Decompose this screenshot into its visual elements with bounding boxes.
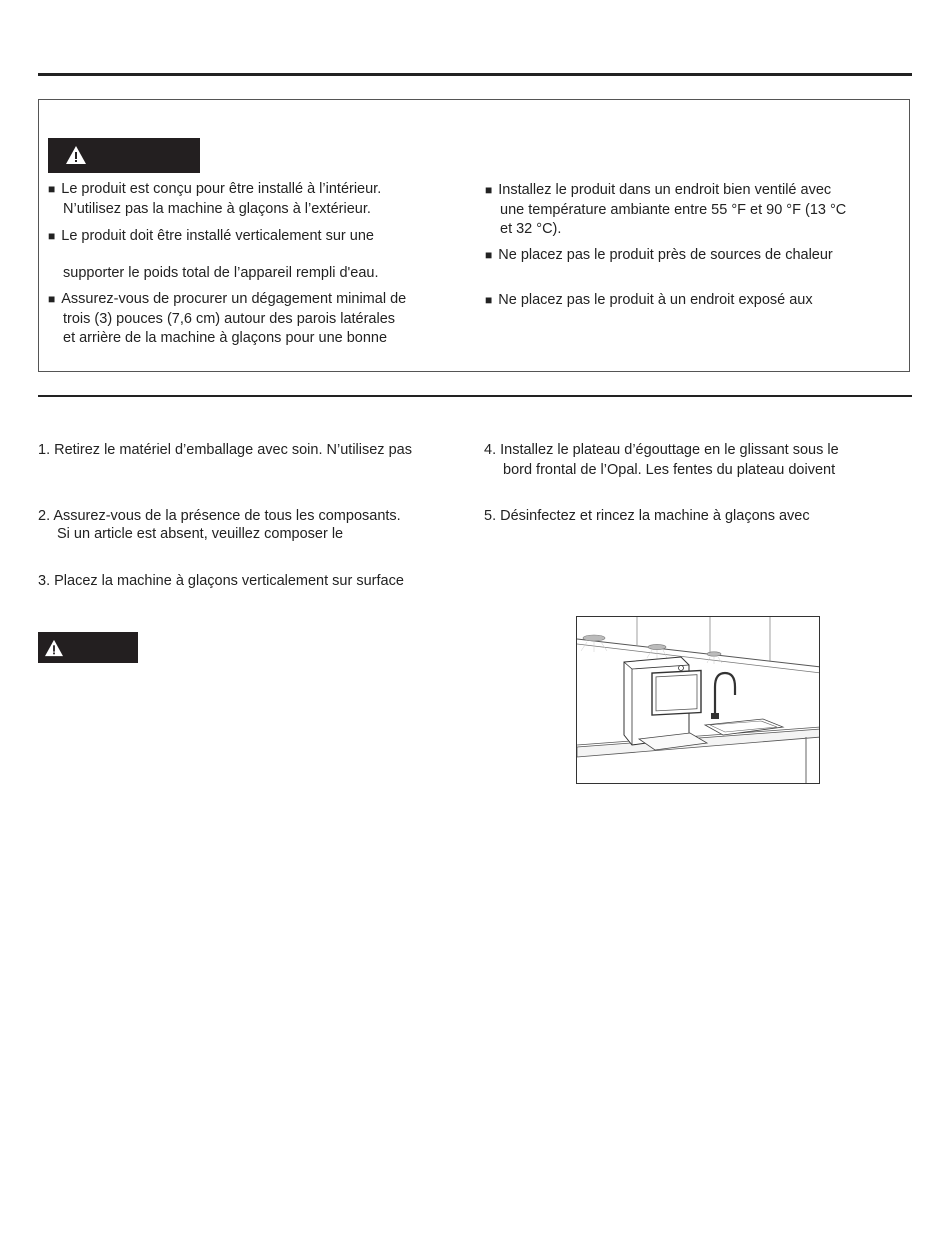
bullet-text: Assurez-vous de procurer un dégagement minimal de — [61, 291, 407, 307]
step-4-line-2: bord frontal de l’Opal. Les fentes du plateau doivent — [503, 462, 836, 478]
bullet-left-4-line-1 — [48, 290, 406, 309]
bullet-icon: ■ — [48, 182, 56, 196]
bullet-right-3-line-1 — [485, 291, 813, 310]
step-1-line-1: 1. Retirez le matériel d’emballage avec soin. N’utilisez pas — [38, 442, 412, 458]
bullet-right-2-line-1 — [485, 246, 833, 265]
bullet-right-1-line-3: et 32 °C). — [500, 221, 562, 237]
bullet-left-1-line-2: N’utilisez pas la machine à glaçons à l’extérieur. — [63, 201, 371, 217]
section-rule — [38, 395, 912, 397]
warning-icon — [44, 639, 64, 657]
bullet-text: Le produit doit être installé verticalement sur une — [61, 228, 374, 244]
top-rule — [38, 73, 912, 76]
bullet-right-1-line-1 — [485, 181, 831, 200]
warning-bar-small — [38, 632, 138, 663]
bullet-left-2-line-1 — [48, 227, 374, 246]
warning-icon — [65, 145, 87, 165]
step-2-line-2: Si un article est absent, veuillez composer le — [57, 526, 344, 542]
bullet-icon: ■ — [485, 248, 493, 262]
step-3-line-1: 3. Placez la machine à glaçons verticalement sur surface — [38, 573, 404, 589]
bullet-text: Ne placez pas le produit à un endroit exposé aux — [498, 292, 813, 308]
bullet-left-4-line-3: et arrière de la machine à glaçons pour une bonne — [63, 330, 388, 346]
bullet-left-1-line-1 — [48, 180, 381, 199]
bullet-icon: ■ — [48, 229, 56, 243]
bullet-text: Ne placez pas le produit près de sources de chaleur — [498, 247, 833, 263]
bullet-icon: ■ — [48, 292, 56, 306]
step-2-line-1: 2. Assurez-vous de la présence de tous les composants. — [38, 508, 401, 524]
kitchen-scene-image — [577, 617, 820, 784]
bullet-text: Le produit est conçu pour être installé à l’intérieur. — [61, 181, 382, 197]
step-5-line-1: 5. Désinfectez et rincez la machine à glaçons avec — [484, 508, 810, 524]
warning-bar — [48, 138, 200, 173]
bullet-text: Installez le produit dans un endroit bien ventilé avec — [498, 182, 832, 198]
bullet-icon: ■ — [485, 183, 493, 197]
bullet-icon: ■ — [485, 293, 493, 307]
ice-machine-illustration — [576, 616, 820, 784]
bullet-right-1-line-2: une température ambiante entre 55 °F et 90 °F (13 °C — [500, 202, 847, 218]
bullet-left-3-line-1: supporter le poids total de l’appareil rempli d'eau. — [63, 265, 379, 281]
step-4-line-1: 4. Installez le plateau d’égouttage en le glissant sous le — [484, 442, 839, 458]
bullet-left-4-line-2: trois (3) pouces (7,6 cm) autour des parois latérales — [63, 311, 396, 327]
warning-box — [38, 99, 910, 372]
